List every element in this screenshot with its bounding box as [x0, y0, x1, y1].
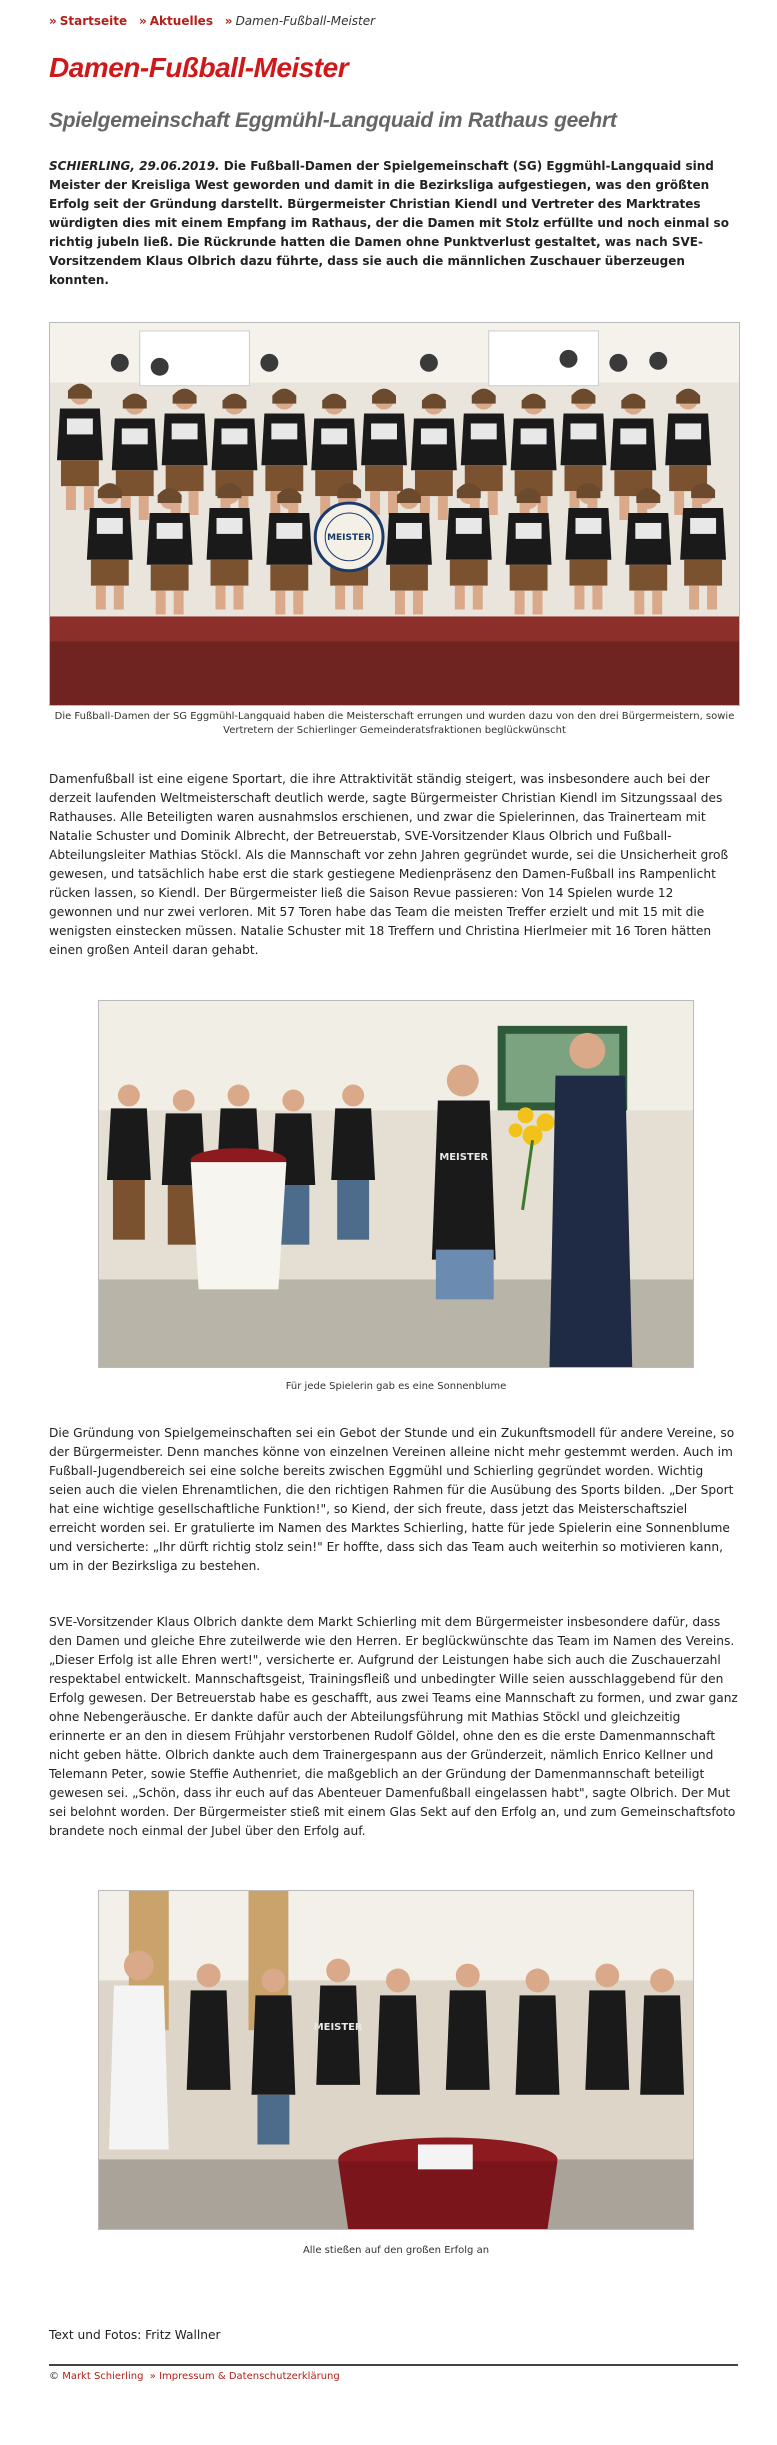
- breadcrumb-chevron: »: [224, 14, 233, 28]
- sunflower-photo: [98, 1000, 694, 1368]
- sunflower-photo-print: MEISTER: [439, 1152, 489, 1164]
- lead-text: Die Fußball-Damen der Spielgemeinschaft (SG) Eggmühl-Langquaid sind Meister der Kreisliga West geworden und damit in die Bezirksliga aufgestiegen, was den größten Erfolg seit der Gründung darstellt. Bürgermeister Christian Kiendl und Vertreter des Marktrates würdigten dies mit einem Empfang im Rathaus, der die Damen mit Stolz erfüllte und noch einmal so richtig jubeln ließ. Die Rückrunde hatten die Damen ohne Punktverlust gestaltet, was nach SVE-Vorsitzendem Klaus Olbrich dazu führte, dass sie auch die männlichen Zuschauer überzeugen konnten.: [49, 159, 729, 287]
- team-photo-print: MEISTER: [327, 532, 372, 543]
- footer-divider: [49, 2364, 738, 2366]
- toast-photo-caption: Alle stießen auf den großen Erfolg an: [302, 2245, 490, 2256]
- sunflower-photo-graphic: [99, 1001, 693, 1367]
- team-photo: [49, 322, 740, 706]
- lead-paragraph: [49, 157, 738, 290]
- team-photo-graphic: [50, 323, 739, 705]
- footer-chevron: »: [149, 2371, 156, 2382]
- breadcrumb-link-startseite[interactable]: Startseite: [59, 14, 128, 28]
- footer: [49, 2371, 340, 2382]
- article-paragraph-1: Damenfußball ist eine eigene Sportart, die ihre Attraktivität ständig steigert, was insbesondere auch bei der derzeit laufenden Weltmeisterschaft deutlich werde, sagte Bürgermeister Christian Kiendl im Sitzungssaal des Rathauses. Alle Beteiligten waren ausnahmslos erschienen, und zwar die Spielerinnen, das Trainerteam mit Natalie Schuster und Dominik Albrecht, der Betreuerstab, SVE-Vorsitzender Klaus Olbrich und Fußball-Abteilungsleiter Mathias Stöckl. Als die Mannschaft vor zehn Jahren gegründet wurde, sei die Unsicherheit groß gewesen, und tatsächlich habe erst die stark gestiegene Medienpräsenz den Damen-Fußball ins Rampenlicht rücken lassen, so Kiendl. Der Bürgermeister ließ die Saison Revue passieren: Von 14 Spielen wurde 12 gewonnen und nur zwei verloren. Mit 57 Toren habe das Team die meisten Treffer erzielt und mit 15 mit die wenigsten einstecken müssen. Natalie Schuster mit 18 Treffern und Christina Hierlmeier mit 16 Toren hätten einen großen Anteil daran gehabt.: [49, 772, 729, 957]
- page-subtitle: Spielgemeinschaft Eggmühl-Langquaid im Rathaus geehrt: [49, 109, 617, 132]
- article-paragraph-2: Die Gründung von Spielgemeinschaften sei ein Gebot der Stunde und ein Zukunftsmodell für andere Vereine, so der Bürgermeister. Denn manches könne von einzelnen Vereinen alleine nicht mehr gestemmt werden. Auch im Fußball-Jugendbereich sei eine solche bereits zwischen Eggmühl und Schierling gegründet worden. Wichtig seien auch die vielen Ehrenamtlichen, die den richtigen Rahmen für die Ausübung des Sports bilden. „Der Sport hat eine wichtige gesellschaftliche Funktion!", so Kiend, der sich freute, dass jetzt das Meisterschaftsziel erreicht worden sei. Er gratulierte im Namen des Marktes Schierling, hatte für jede Spielerin eine Sonnenblume und versicherte: „Ihr dürft richtig stolz sein!" Er hoffte, dass sich das Team auch weiterhin so motivieren kann, um in der Bezirksliga zu bestehen.: [49, 1426, 735, 1573]
- toast-photo-graphic: [99, 1891, 693, 2229]
- breadcrumb-chevron: »: [49, 14, 57, 28]
- breadcrumb-chevron: »: [139, 14, 147, 28]
- footer-link-markt-schierling[interactable]: Markt Schierling: [62, 2371, 144, 2382]
- footer-link-impressum[interactable]: Impressum & Datenschutzerklärung: [159, 2371, 340, 2382]
- photo-credit: Text und Fotos: Fritz Wallner: [49, 2328, 221, 2342]
- team-photo-caption: Die Fußball-Damen der SG Eggmühl-Langquaid haben die Meisterschaft errungen und wurden dazu von den drei Bürgermeistern, sowie Vertretern der Schierlinger Gemeinderatsfraktionen beglückwünscht: [54, 711, 735, 736]
- page-title: Damen-Fußball-Meister: [49, 52, 349, 83]
- dateline: SCHIERLING, 29.06.2019.: [49, 159, 220, 173]
- breadcrumb: [49, 12, 375, 30]
- toast-photo: [98, 1890, 694, 2230]
- article-paragraph-3: SVE-Vorsitzender Klaus Olbrich dankte dem Markt Schierling mit dem Bürgermeister insbesondere dafür, dass den Damen und gleiche Ehre zuteilwerde wie den Herren. Er beglückwünschte das Team im Namen des Vereins. „Dieser Erfolg ist alle Ehren wert!", versicherte er. Aufgrund der Leistungen habe sich auch die Zuschauerzahl respektabel entwickelt. Mannschaftsgeist, Trainingsfleiß und unbedingter Wille seien ausschlaggebend für den Erfolg gewesen. Der Betreuerstab habe es geschafft, aus zwei Teams eine Mannschaft zu formen, und zwar ganz ohne Nebengeräusche. Er dankte dafür auch der Abteilungsführung mit Mathias Stöckl und gleichzeitig erinnerte er an den in diesem Frühjahr verstorbenen Rudolf Göldel, ohne den es die erste Damenmannschaft nicht geben hätte. Olbrich dankte auch dem Trainergespann aus der Gründerzeit, nämlich Enrico Kellner und Telemann Peter, sowie Steffie Authenriet, die maßgeblich an der Gründung der Damenmannschaft beteiligt gewesen sei. „Schön, dass ihr euch auf das Abenteuer Damenfußball eingelassen habt", sagte Olbrich. Der Mut sei belohnt worden. Der Bürgermeister stieß mit einem Glas Sekt auf den Erfolg an, und zum Gemeinschaftsfoto brandete noch einmal der Jubel über den Erfolg auf.: [49, 1615, 738, 1838]
- toast-photo-print: MEISTER: [313, 2022, 363, 2034]
- sunflower-photo-caption: Für jede Spielerin gab es eine Sonnenblume: [285, 1381, 507, 1392]
- copyright-symbol: ©: [49, 2371, 59, 2382]
- breadcrumb-current: Damen-Fußball-Meister: [235, 14, 376, 28]
- breadcrumb-link-aktuelles[interactable]: Aktuelles: [149, 14, 213, 28]
